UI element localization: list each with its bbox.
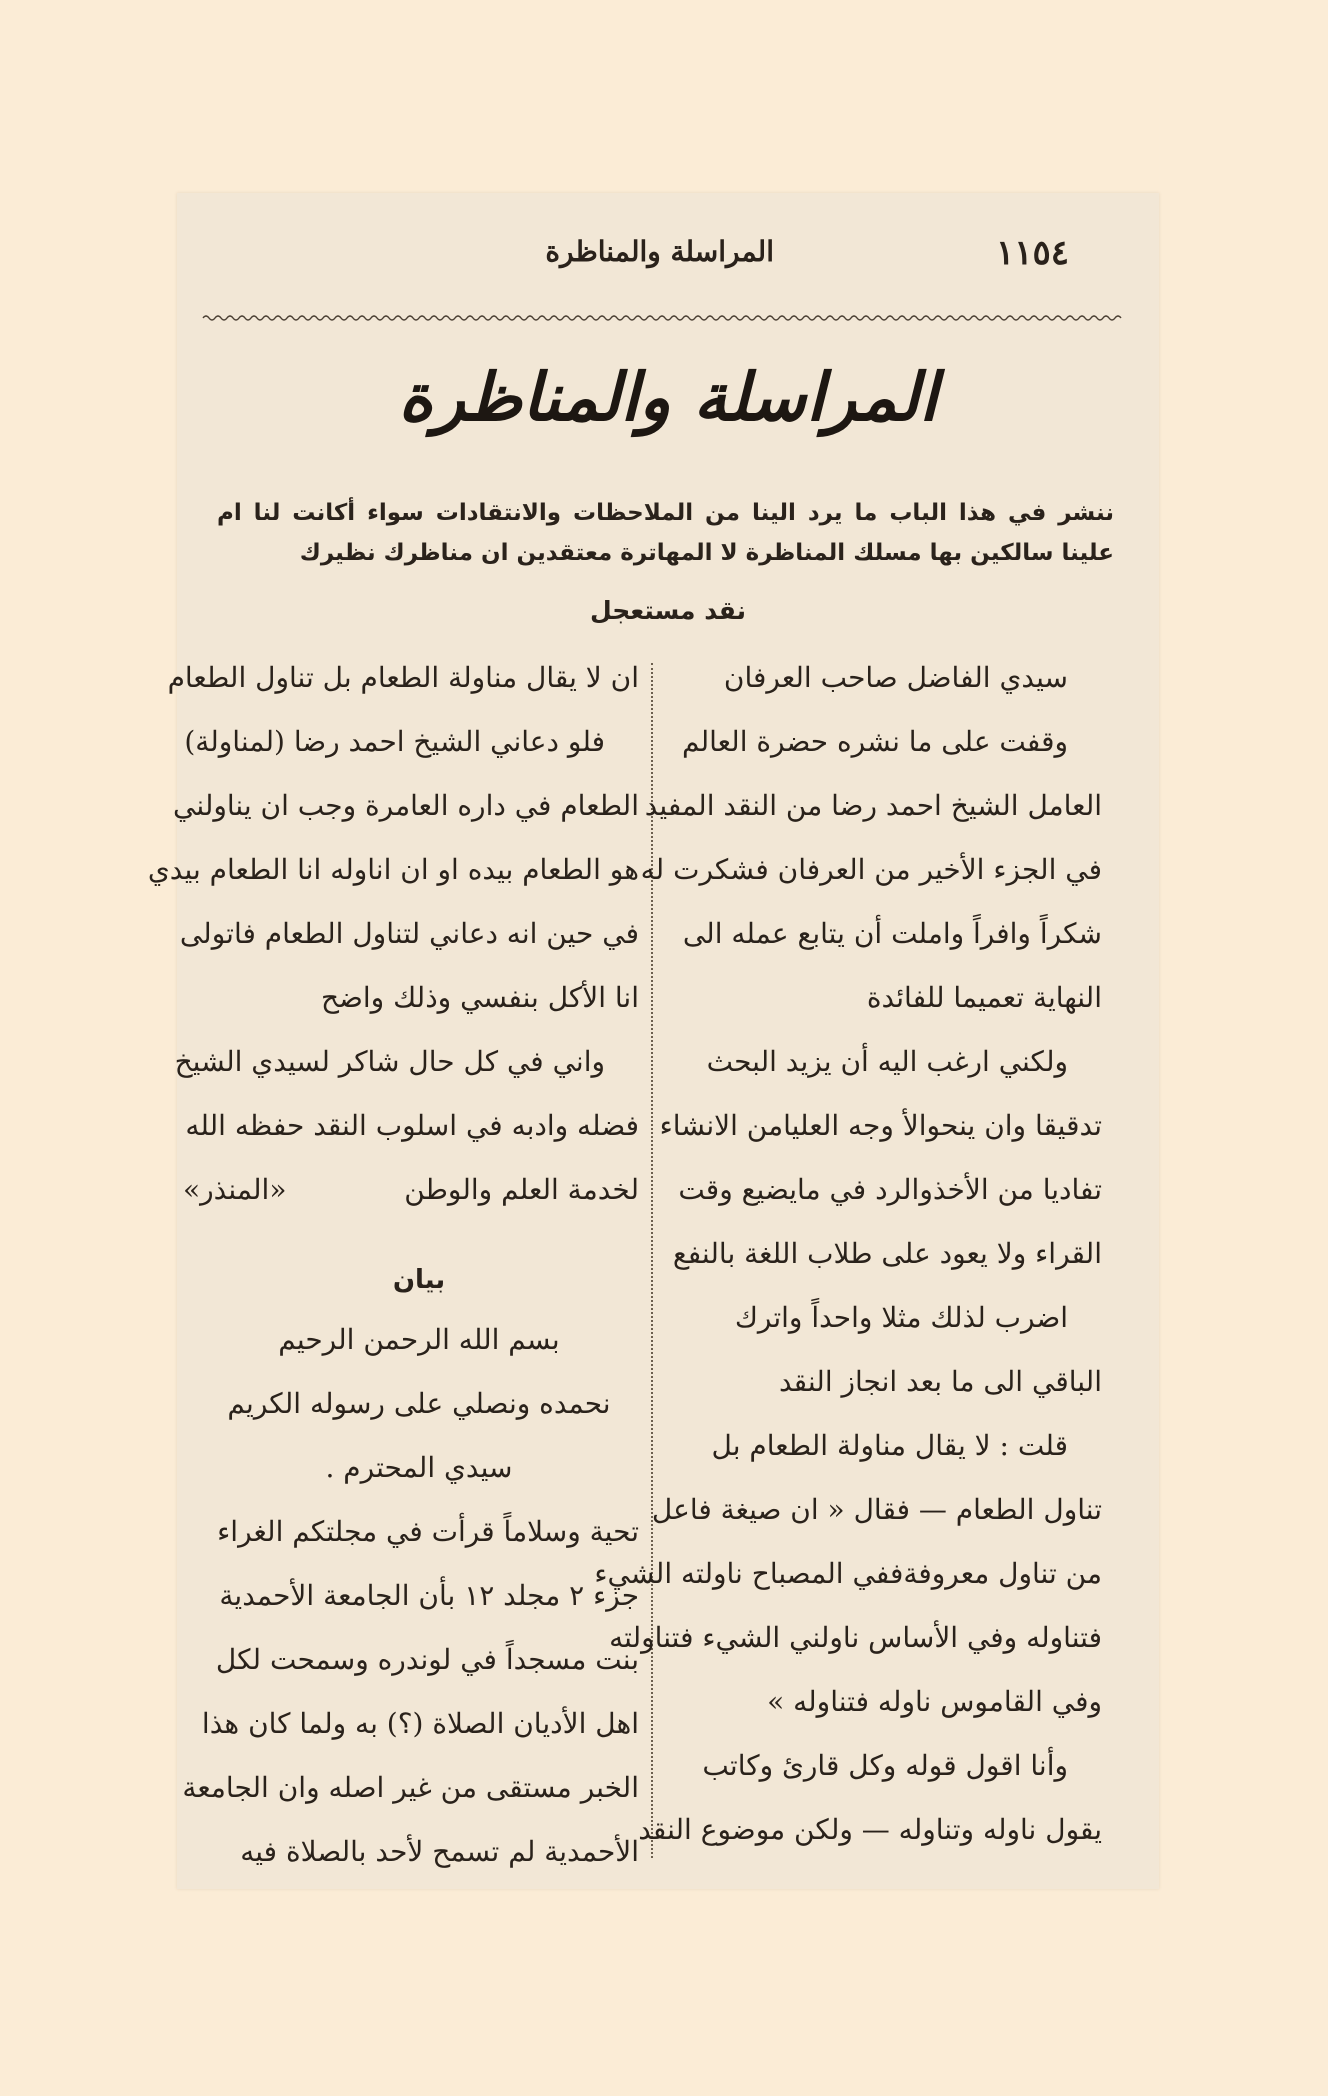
running-title: المراسلة والمناظرة [545, 235, 774, 268]
text-line: ولكني ارغب اليه أن يزيد البحث [706, 1045, 1068, 1078]
text-line: وفي القاموس ناوله فتناوله » [767, 1685, 1102, 1718]
text-line: وقفت على ما نشره حضرة العالم [681, 725, 1068, 758]
salutation: سيدي المحترم . [325, 1451, 513, 1484]
text-line: الباقي الى ما بعد انجاز النقد [778, 1365, 1102, 1398]
text-line: قلت : لا يقال مناولة الطعام بل [711, 1429, 1068, 1462]
text-line: اهل الأديان الصلاة (؟) به ولما كان هذا [201, 1707, 639, 1740]
text-line: تناول الطعام — فقال « ان صيغة فاعل [651, 1493, 1102, 1526]
text-line: بنت مسجداً في لوندره وسمحت لكل [215, 1643, 639, 1676]
text-line: فضله وادبه في اسلوب النقد حفظه الله [185, 1109, 639, 1142]
text-line: العامل الشيخ احمد رضا من النقد المفيد [644, 789, 1102, 822]
text-line: انا الأكل بنفسي وذلك واضح [321, 981, 639, 1014]
text-line: اضرب لذلك مثلا واحداً واترك [734, 1301, 1068, 1334]
text-line: فلو دعاني الشيخ احمد رضا (لمناولة) [184, 725, 605, 758]
page-number: ١١٥٤ [995, 233, 1069, 273]
journal-page [147, 193, 1159, 1889]
text-line: سيدي الفاضل صاحب العرفان [723, 661, 1068, 694]
text-line: في حين انه دعاني لتناول الطعام فاتولى [179, 917, 639, 950]
intro-notice: ننشر في هذا الباب ما يرد الينا من الملاحظات والانتقادات سواء أكانت لنا ام علينا سالكين بها مسلك المناظرة لا المهاترة معتقدين ان مناظرك نظيرك [217, 500, 1114, 566]
text-line: تدقيقا وان ينحوالأ وجه العليامن الانشاء [659, 1109, 1102, 1142]
article-title: نقد مستعجل [589, 596, 747, 625]
text-line: الطعام في داره العامرة وجب ان يناولني [173, 789, 639, 822]
text-line: يقول ناوله وتناوله — ولكن موضوع النقد [638, 1813, 1102, 1846]
text-line: من تناول معروفةففي المصباح ناولته الشيء [594, 1557, 1102, 1590]
text-line: النهاية تعميما للفائدة [866, 981, 1102, 1014]
text-line: ان لا يقال مناولة الطعام بل تناول الطعام [167, 661, 639, 694]
text-line: الأحمدية لم تسمح لأحد بالصلاة فيه [240, 1835, 639, 1868]
signoff-text: لخدمة العلم والوطن [404, 1173, 639, 1206]
text-line: وأنا اقول قوله وكل قارئ وكاتب [702, 1749, 1068, 1782]
right-column [594, 646, 1102, 1862]
text-line: واني في كل حال شاكر لسيدي الشيخ [174, 1045, 605, 1078]
signoff-line [183, 1158, 639, 1222]
text-line: تفاديا من الأخذوالرد في مايضيع وقت [678, 1173, 1102, 1206]
text-line: الخبر مستقى من غير اصله وان الجامعة [182, 1771, 639, 1804]
text-line: شكراً وافراً واملت أن يتابع عمله الى [682, 917, 1102, 950]
text-line: فتناوله وفي الأساس ناولني الشيء فتناولته [609, 1621, 1102, 1654]
author-signature: «المنذر» [183, 1173, 287, 1206]
basmala: بسم الله الرحمن الرحيم [278, 1323, 560, 1356]
text-line: هو الطعام بيده او ان اناوله انا الطعام بيدي [147, 853, 639, 886]
text-line: جزء ٢ مجلد ١٢ بأن الجامعة الأحمدية [219, 1579, 639, 1612]
section-title: المراسلة والمناظرة [398, 358, 938, 436]
header-wavy-rule [203, 313, 1123, 323]
text-line: تحية وسلاماً قرأت في مجلتكم الغراء [217, 1515, 639, 1548]
page-header [203, 233, 1099, 283]
text-line: في الجزء الأخير من العرفان فشكرت له [640, 853, 1102, 886]
left-column [147, 646, 639, 1884]
statement-title: بيان [392, 1265, 446, 1295]
text-line: القراء ولا يعود على طلاب اللغة بالنفع [672, 1237, 1102, 1270]
praise-line: نحمده ونصلي على رسوله الكريم [227, 1387, 611, 1420]
